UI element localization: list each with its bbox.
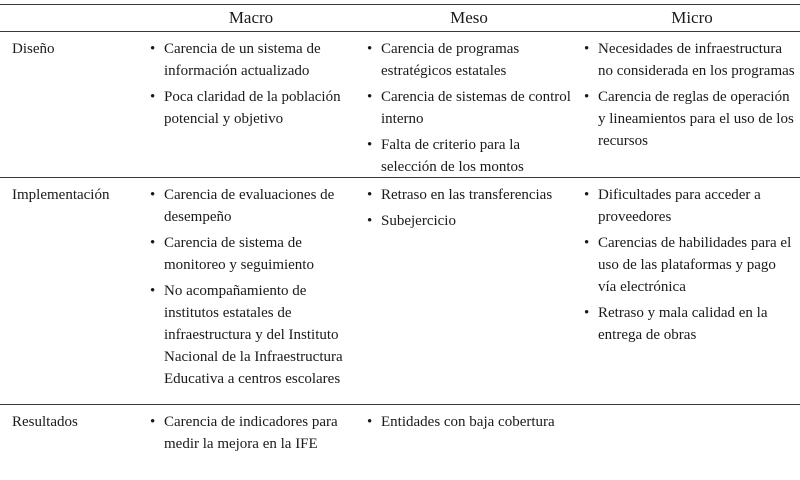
column-header-meso: Meso [450,8,488,27]
cell-implementation-macro [150,184,356,394]
column-header-macro: Macro [228,8,274,27]
list-item-text: Retraso y mala calidad en la entrega de obras [598,305,768,343]
list-item [150,184,356,228]
list-item [367,134,577,178]
list-item [584,86,796,152]
list-item-text: Carencia de reglas de operación y lineamientos para el uso de los recursos [598,89,794,149]
list-item [150,232,356,276]
bullet-icon: • [584,235,590,251]
list-item-text: Retraso en las transferencias [381,187,553,203]
bullet-icon: • [367,213,373,229]
list-item [367,38,577,82]
list-item-text: Carencia de evaluaciones de desempeño [164,187,335,225]
list-item [584,302,796,346]
cell-design-meso [367,38,577,182]
list-item-text: Necesidades de infraestructura no considerada en los programas [598,41,795,79]
list-item-text: Poca claridad de la población potencial y objetivo [164,89,341,127]
bullet-icon: • [584,41,590,57]
bullet-icon: • [150,414,156,430]
list-item [150,280,356,390]
bullet-icon: • [150,89,156,105]
bullet-icon: • [367,137,373,153]
bullet-icon: • [367,187,373,203]
list-item-text: Carencia de sistema de monitoreo y seguimiento [164,235,314,273]
list-item [367,411,577,433]
bullet-icon: • [367,41,373,57]
row-header-design: Diseño [12,41,55,57]
bullet-icon: • [150,283,156,299]
list-item-text: Carencia de programas estratégicos estatales [381,41,520,79]
cell-design-macro [150,38,356,134]
bullet-icon: • [367,414,373,430]
list-item [584,184,796,228]
list-item [584,38,796,82]
cell-design-micro [584,38,796,156]
bullet-icon: • [367,89,373,105]
bullet-icon: • [150,187,156,203]
list-item [584,232,796,298]
list-item [367,184,577,206]
row-divider-implementation [0,404,800,405]
bullet-icon: • [584,89,590,105]
row-header-results: Resultados [12,414,78,430]
list-item-text: Carencia de sistemas de control interno [381,89,571,127]
list-item-text: Dificultades para acceder a proveedores [598,187,761,225]
row-header-implementation: Implementación [12,187,110,203]
list-item-text: Entidades con baja cobertura [381,414,555,430]
list-item-text: Carencia de un sistema de información actualizado [164,41,321,79]
list-item [367,210,577,232]
column-header-micro: Micro [671,8,713,27]
list-item [150,38,356,82]
cell-implementation-micro [584,184,796,350]
list-item [367,86,577,130]
list-item-text: Carencia de indicadores para medir la mejora en la IFE [164,414,338,452]
list-item-text: Subejercicio [381,213,456,229]
bullet-icon: • [584,187,590,203]
cell-results-meso [367,411,577,437]
list-item [150,411,356,455]
cell-results-macro [150,411,356,459]
list-item-text: Falta de criterio para la selección de los montos [381,137,524,175]
header-rule [0,31,800,32]
list-item-text: No acompañamiento de institutos estatales de infraestructura y del Instituto Nacional de la Infraestructura Educativa a centros escolares [164,283,343,387]
bullet-icon: • [584,305,590,321]
list-item [150,86,356,130]
bullet-icon: • [150,235,156,251]
cell-implementation-meso [367,184,577,236]
bullet-icon: • [150,41,156,57]
list-item-text: Carencias de habilidades para el uso de las plataformas y pago vía electrónica [598,235,792,295]
